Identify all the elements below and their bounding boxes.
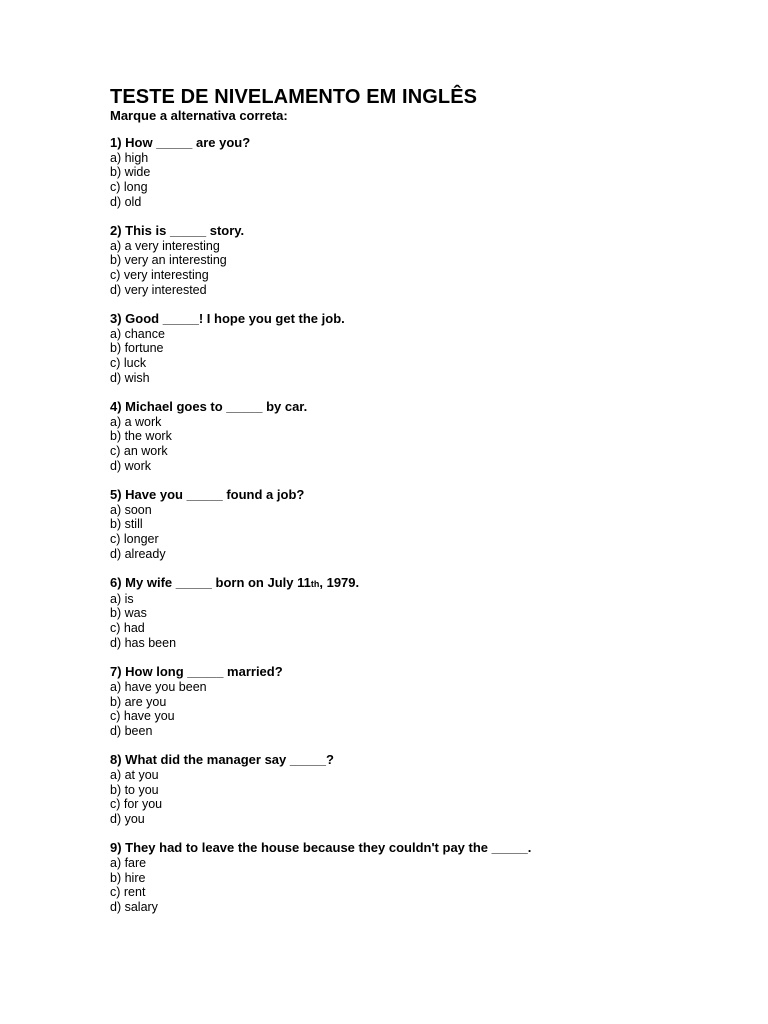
question-6 [110, 576, 730, 651]
option-d: d) wish [110, 370, 150, 385]
option-d: d) been [110, 723, 153, 738]
option-d: d) has been [110, 635, 177, 650]
option-d: d) very interested [110, 282, 207, 297]
question-5 [110, 488, 730, 562]
option-b: b) was [110, 606, 147, 621]
page-title: TESTE DE NIVELAMENTO EM INGLÊS [110, 86, 478, 108]
question-8 [110, 753, 730, 827]
option-c: c) rent [110, 885, 146, 900]
option-b: b) fortune [110, 341, 164, 356]
option-c: c) have you [110, 709, 175, 724]
option-b: b) very an interesting [110, 253, 227, 268]
option-b: b) the work [110, 429, 172, 444]
question-text: 7) How long _____ married? [110, 664, 283, 680]
option-a: a) high [110, 150, 149, 165]
option-c: c) an work [110, 444, 168, 459]
question-text-after: , 1979. [319, 575, 360, 591]
option-c: c) luck [110, 356, 147, 371]
question-7 [110, 665, 730, 739]
question-2 [110, 224, 730, 298]
option-b: b) hire [110, 870, 146, 885]
question-text-before: 6) My wife _____ born on July 11 [110, 575, 311, 591]
option-a: a) at you [110, 767, 159, 782]
option-b: b) still [110, 517, 143, 532]
option-d: d) old [110, 194, 142, 209]
option-d: d) already [110, 546, 166, 561]
question-text: 3) Good _____! I hope you get the job. [110, 311, 345, 327]
question-4 [110, 400, 730, 474]
option-a: a) is [110, 591, 134, 606]
option-c: c) longer [110, 532, 159, 547]
question-text: 9) They had to leave the house because they couldn't pay the _____. [110, 840, 532, 856]
option-a: a) chance [110, 326, 165, 341]
ordinal-suffix: th [310, 579, 320, 590]
document-page [110, 86, 730, 929]
question-text [110, 576, 730, 592]
option-a: a) a very interesting [110, 238, 220, 253]
option-b: b) wide [110, 165, 151, 180]
question-9 [110, 841, 730, 915]
option-c: c) very interesting [110, 268, 209, 283]
question-list [110, 136, 730, 915]
question-3 [110, 312, 730, 386]
option-c: c) had [110, 621, 145, 636]
question-text: 5) Have you _____ found a job? [110, 487, 305, 503]
question-text: 8) What did the manager say _____? [110, 752, 334, 768]
option-a: a) soon [110, 502, 152, 517]
option-b: b) are you [110, 694, 167, 709]
option-b: b) to you [110, 782, 159, 797]
question-1 [110, 136, 730, 210]
option-a: a) a work [110, 414, 162, 429]
option-c: c) for you [110, 797, 163, 812]
option-a: a) have you been [110, 679, 207, 694]
option-d: d) salary [110, 899, 158, 914]
instructions: Marque a alternativa correta: [110, 108, 288, 123]
option-d: d) work [110, 458, 151, 473]
question-text: 4) Michael goes to _____ by car. [110, 399, 308, 415]
option-d: d) you [110, 811, 145, 826]
option-a: a) fare [110, 855, 147, 870]
question-text: 2) This is _____ story. [110, 223, 245, 239]
question-text: 1) How _____ are you? [110, 135, 251, 150]
option-c: c) long [110, 180, 148, 195]
